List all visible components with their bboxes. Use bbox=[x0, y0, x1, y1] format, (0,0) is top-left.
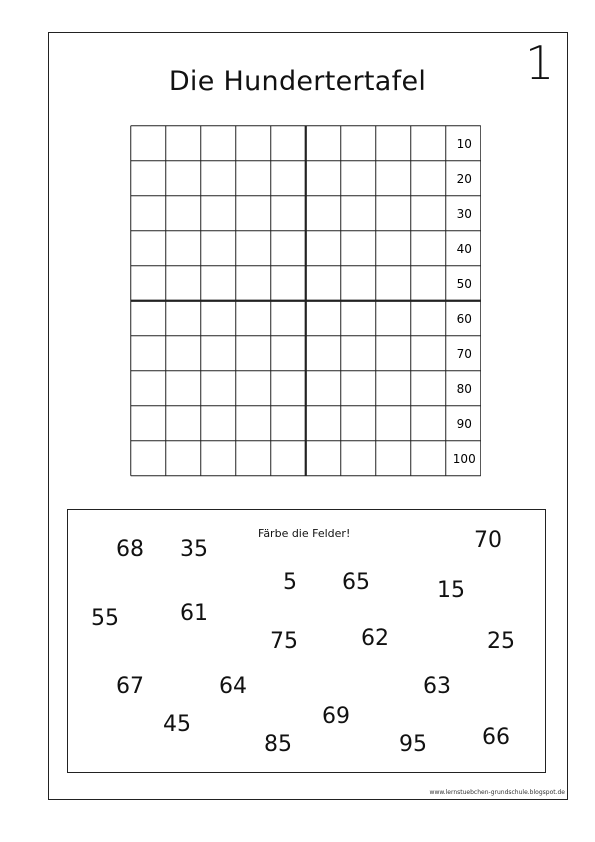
footer-url: www.lernstuebchen-grundschule.blogspot.de bbox=[429, 789, 565, 796]
grid-row-label: 10 bbox=[456, 136, 472, 151]
number-66: 66 bbox=[482, 725, 510, 750]
number-95: 95 bbox=[399, 732, 427, 757]
hundred-chart-svg bbox=[130, 125, 481, 477]
number-62: 62 bbox=[361, 626, 389, 651]
number-64: 64 bbox=[219, 674, 247, 699]
page-number: 1 bbox=[525, 36, 555, 90]
number-63: 63 bbox=[423, 674, 451, 699]
hundred-chart bbox=[130, 125, 481, 477]
number-45: 45 bbox=[163, 712, 191, 737]
grid-row-label: 90 bbox=[456, 416, 472, 431]
grid-row-label: 70 bbox=[456, 346, 472, 361]
grid-row-label: 100 bbox=[452, 451, 476, 466]
grid-row-label: 30 bbox=[456, 206, 472, 221]
grid-row-label: 20 bbox=[456, 171, 472, 186]
grid-row-label: 50 bbox=[456, 276, 472, 291]
grid-row-label: 40 bbox=[456, 241, 472, 256]
number-15: 15 bbox=[437, 578, 465, 603]
grid-row-label: 80 bbox=[456, 381, 472, 396]
number-70: 70 bbox=[474, 528, 502, 553]
page-title: Die Hundertertafel bbox=[168, 66, 427, 97]
number-75: 75 bbox=[270, 629, 298, 654]
number-68: 68 bbox=[116, 537, 144, 562]
number-67: 67 bbox=[116, 674, 144, 699]
number-65: 65 bbox=[342, 570, 370, 595]
grid-row-label: 60 bbox=[456, 311, 472, 326]
instruction-text: Färbe die Felder! bbox=[258, 527, 351, 540]
number-61: 61 bbox=[180, 601, 208, 626]
number-5: 5 bbox=[283, 570, 297, 595]
number-85: 85 bbox=[264, 732, 292, 757]
number-35: 35 bbox=[180, 537, 208, 562]
number-25: 25 bbox=[487, 629, 515, 654]
number-55: 55 bbox=[91, 606, 119, 631]
number-69: 69 bbox=[322, 704, 350, 729]
